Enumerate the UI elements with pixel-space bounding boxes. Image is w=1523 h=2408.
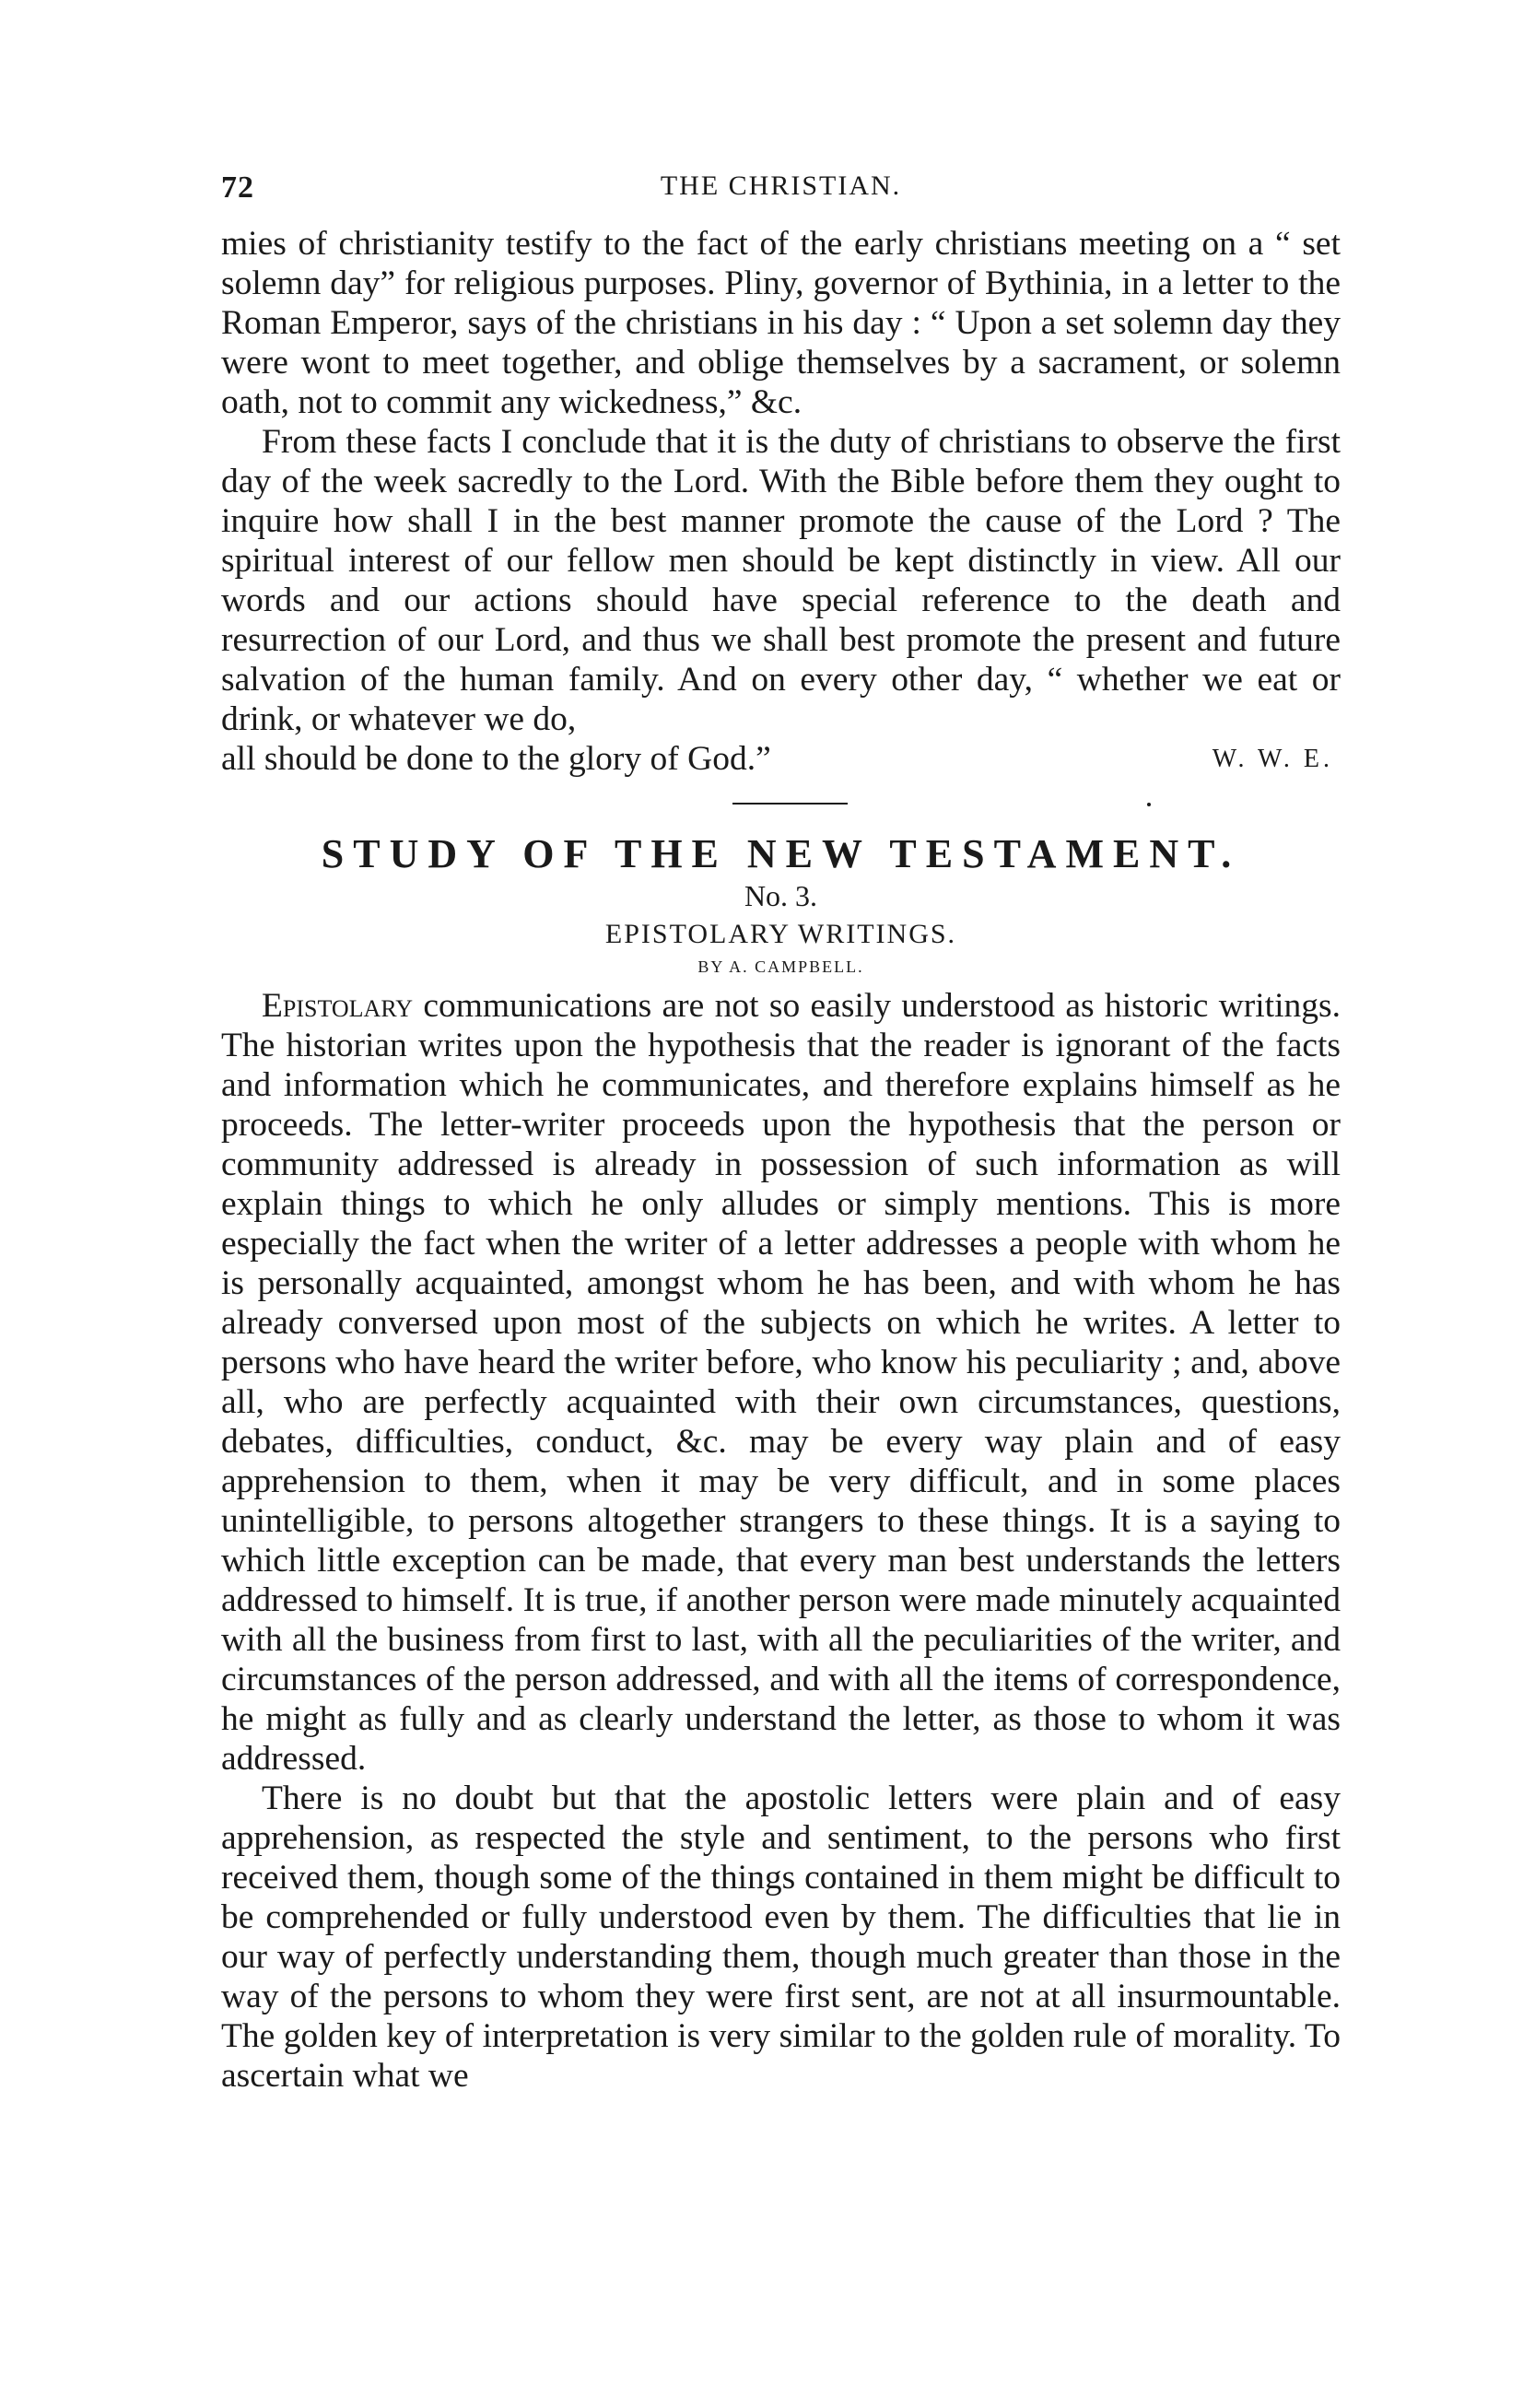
article-paragraph-1-text: communications are not so easily understood as historic writings. The historian writes upon the hypothesis that the reader is ignorant of the facts and information which he communicates, and therefore explains himself as he proceeds. The letter-writer proceeds upon the hypothesis that the person or community addressed is already in possession of such information as will explain things to which he only alludes or simply mentions. This is more especially the fact when the writer of a letter addresses a people with whom he is personally acquainted, amongst whom he has been, and with whom he has already conversed upon most of the subjects on which he writes. A letter to persons who have heard the writer before, who know his peculiarity ; and, above all, who are perfectly acquainted with their own circumstances, questions, debates, difficulties, conduct, &c. may be every way plain and of easy apprehension to them, when it may be very difficult, and in some places unintelligible, to persons altogether strangers to these things. It is a saying to which little exception can be made, that every man best understands the letters addressed to himself. It is true, if another person were made minutely acquainted with all the business from first to last, with all the peculiarities of the writer, and circumstances of the person addressed, and with all the items of correspondence, he might as fully and as clearly understand the letter, as those to whom it was addressed.	[221, 987, 1341, 1778]
article-number: No. 3.	[744, 879, 818, 912]
continuation-paragraph-2: From these facts I conclude that it is the duty of christians to observe the first day of the week sacredly to the Lord. With the Bible before them they ought to inquire how shall I in the best manner promote the cause of the Lord ? The spiritual interest of our fellow men should be kept distinctly in view. All our words and our actions should have special reference to the death and resurrection of our Lord, and thus we shall best promote the present and future salvation of the human family. And on every other day, “ whether we eat or drink, or whatever we do,	[221, 423, 1341, 738]
author-signature: W. W. E.	[1212, 745, 1333, 773]
article-section-title: EPISTOLARY WRITINGS.	[604, 919, 957, 949]
lead-word: Epistolary	[262, 987, 414, 1025]
article-paragraph-2: There is no doubt but that the apostolic letters were plain and of easy apprehension, as respected the style and sentiment, to the persons who first received them, though some of the things contained in them might be difficult to be comprehended or fully understood even by them. The difficulties that lie in our way of perfectly understanding them, though much greater than those in the way of the persons to whom they were first sent, are not at all insurmountable. The golden key of interpretation is very similar to the golden rule of morality. To ascertain what we	[221, 1780, 1341, 2095]
document-page	[221, 170, 1341, 2096]
continuation-paragraph-1: mies of christianity testify to the fact of the early christians meeting on a “ set solemn day” for religious purposes. Pliny, governor of Bythinia, in a letter to the Roman Emperor, says of the christians in his day : “ Upon a set solemn day they were wont to meet together, and oblige themselves by a sacrament, or solemn oath, not to commit any wickedness,” &c.	[221, 225, 1341, 421]
running-title: THE CHRISTIAN.	[660, 170, 902, 201]
article-title: STUDY OF THE NEW TESTAMENT.	[321, 831, 1241, 876]
divider-rule	[732, 803, 848, 805]
closing-text: all should be done to the glory of God.”	[221, 740, 771, 778]
page-number: 72	[221, 170, 254, 205]
running-header	[221, 170, 1341, 217]
section-divider	[221, 779, 1341, 827]
article-paragraph-1	[221, 986, 1341, 1779]
closing-line	[221, 739, 1341, 779]
article-byline: BY A. CAMPBELL.	[697, 957, 864, 976]
stray-mark	[1147, 803, 1151, 806]
